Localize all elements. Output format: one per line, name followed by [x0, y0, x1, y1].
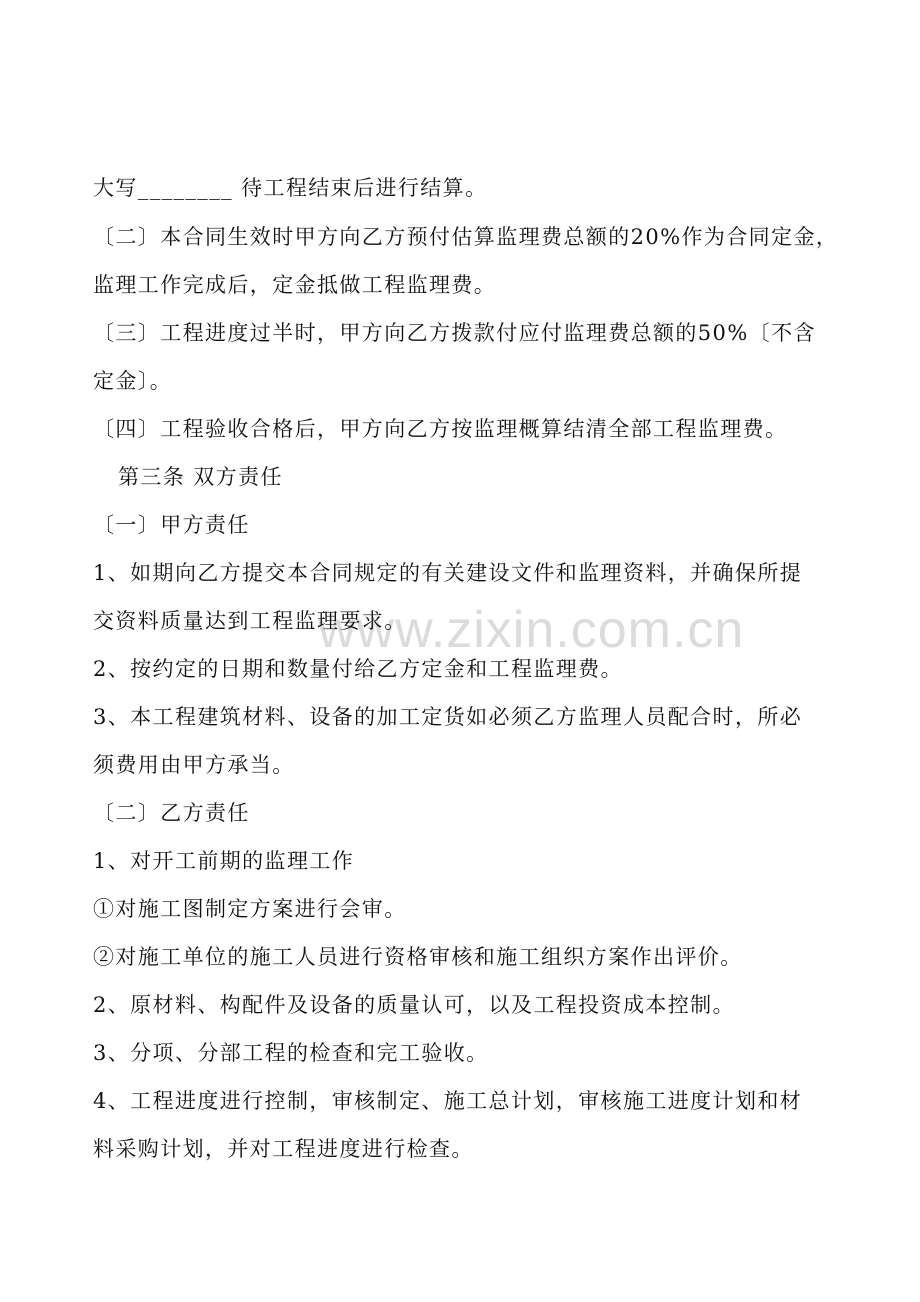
subsection-heading-party-a: 〔一〕甲方责任 [93, 513, 250, 537]
text-line-payment-words: 大写________ 待工程结束后进行结算。 [93, 176, 488, 200]
text-line-party-b-item-1-sub-2: ②对施工单位的施工人员进行资格审核和施工组织方案作出评价。 [93, 945, 743, 969]
text-line-party-b-item-4: 4、工程进度进行控制，审核制定、施工总计划，审核施工进度计划和材 [93, 1089, 803, 1113]
text-line-party-a-item-2: 2、按约定的日期和数量付给乙方定金和工程监理费。 [93, 657, 623, 681]
text-line-party-a-item-3-cont: 须费用由甲方承当。 [93, 753, 295, 777]
text-line-party-b-item-4-cont: 料采购计划，并对工程进度进行检查。 [93, 1137, 474, 1161]
text-line-progress-clause: 〔三〕工程进度过半时，甲方向乙方拨款付应付监理费总额的50%〔不含 [93, 321, 816, 345]
watermark: www.zixin.com.cn [318, 601, 745, 659]
text-line-party-b-item-2: 2、原材料、构配件及设备的质量认可，以及工程投资成本控制。 [93, 993, 735, 1017]
text-line-party-b-item-1-sub-1: ①对施工图制定方案进行会审。 [93, 897, 407, 921]
text-line-party-a-item-3: 3、本工程建筑材料、设备的加工定货如必须乙方监理人员配合时，所必 [93, 705, 803, 729]
text-line-party-a-item-1: 1、如期向乙方提交本合同规定的有关建设文件和监理资料，并确保所提 [93, 561, 803, 585]
text-line-party-a-item-1-cont: 交资料质量达到工程监理要求。 [93, 609, 407, 633]
subsection-heading-party-b: 〔二〕乙方责任 [93, 801, 250, 825]
text-line-party-b-item-1: 1、对开工前期的监理工作 [93, 849, 355, 873]
text-line-deposit-clause-cont: 监理工作完成后，定金抵做工程监理费。 [93, 273, 497, 297]
text-line-deposit-clause: 〔二〕本合同生效时甲方向乙方预付估算监理费总额的20%作为合同定金， [93, 225, 839, 249]
section-heading-article-three: 第三条 双方责任 [118, 465, 283, 489]
text-line-party-b-item-3: 3、分项、分部工程的检查和完工验收。 [93, 1041, 489, 1065]
text-line-progress-clause-cont: 定金〕。 [93, 369, 173, 393]
text-line-acceptance-clause: 〔四〕工程验收合格后，甲方向乙方按监理概算结清全部工程监理费。 [93, 417, 788, 441]
